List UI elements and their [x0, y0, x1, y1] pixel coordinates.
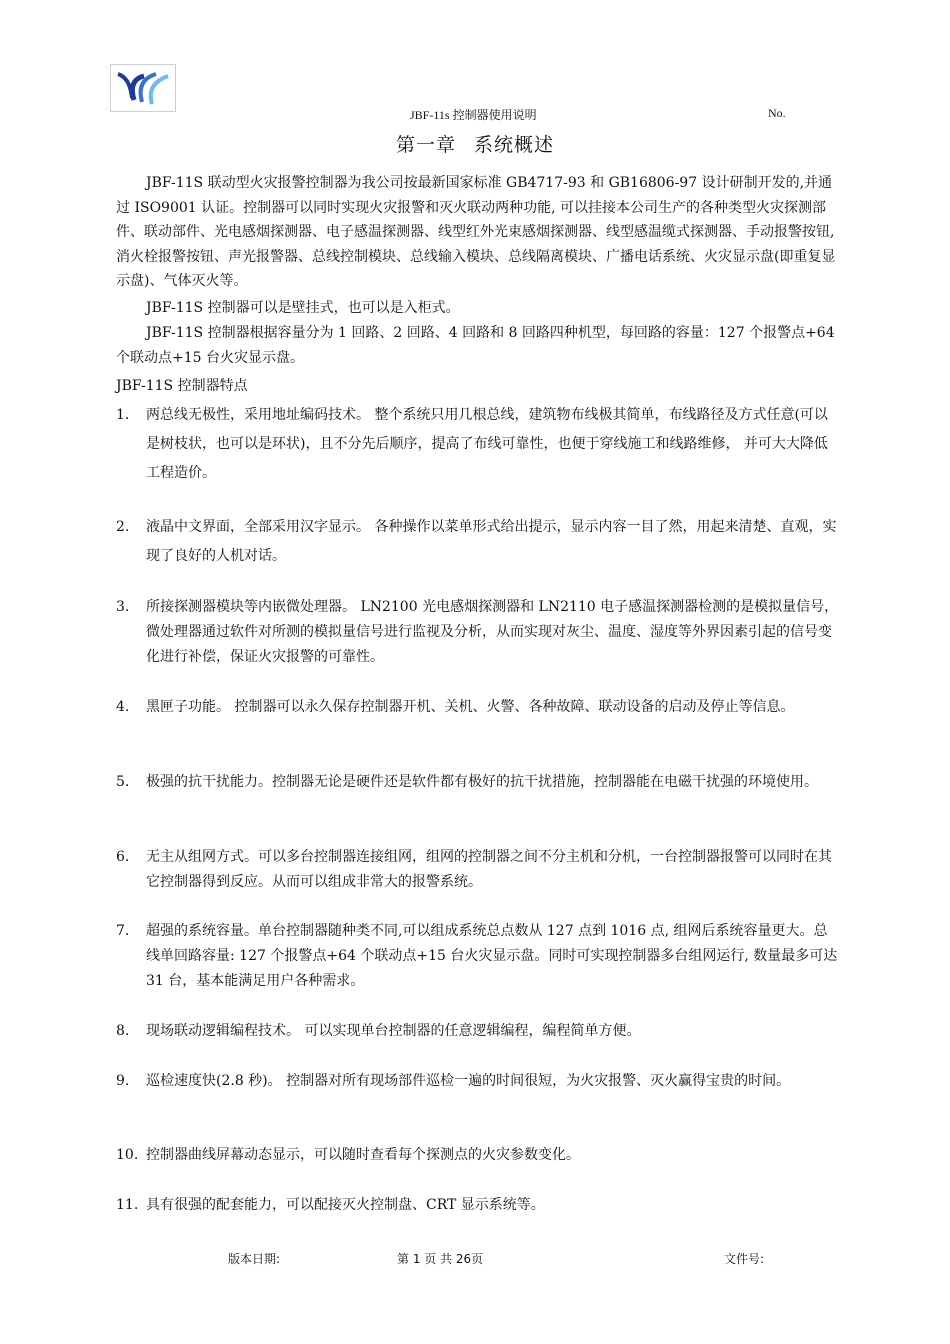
list-item — [116, 595, 841, 670]
list-item — [116, 770, 841, 795]
list-item-text: 巡检速度快(2.8 秒)。 控制器对所有现场部件巡检一遍的时间很短，为火灾报警、灭火赢得宝贵的时间。 — [146, 1073, 791, 1089]
list-item-text: 极强的抗干扰能力。控制器无论是硬件还是软件都有极好的抗干扰措施，控制器能在电磁干扰强的环境使用。 — [146, 774, 818, 790]
footer-page-info: 第 1 页 共 26页 — [397, 1252, 484, 1266]
list-item-number: 6. — [116, 849, 130, 865]
list-item-number: 7. — [116, 923, 130, 939]
list-item — [116, 1019, 841, 1044]
list-item — [116, 695, 841, 720]
chapter-title: 系统概述 — [474, 134, 555, 156]
list-item-text: 所接探测器模块等内嵌微处理器。 LN2100 光电感烟探测器和 LN2110 电子感温探测器检测的是模拟量信号，微处理器通过软件对所测的模拟量信号进行监视及分析，从而实现对灰尘、温度、湿度等外界因素引起的信号变化进行补偿，保证火灾报警的可靠性。 — [146, 599, 839, 665]
chapter-heading — [0, 130, 950, 157]
list-item-number: 4. — [116, 699, 130, 715]
list-item-number: 1. — [116, 407, 130, 423]
features-heading: JBF-11S 控制器特点 — [116, 378, 248, 394]
chapter-number: 第一章 — [395, 134, 456, 156]
list-item-text: 控制器曲线屏幕动态显示，可以随时查看每个探测点的火灾参数变化。 — [146, 1147, 580, 1163]
list-item — [116, 1069, 841, 1094]
footer-version-date: 版本日期: — [228, 1252, 281, 1266]
list-item-number: 2. — [116, 519, 130, 535]
list-item — [116, 1193, 841, 1218]
list-item-number: 9. — [116, 1073, 130, 1089]
list-item — [116, 1143, 841, 1168]
list-item-text: 黑匣子功能。 控制器可以永久保存控制器开机、关机、火警、各种故障、联动设备的启动及停止等信息。 — [146, 699, 795, 715]
list-item — [116, 401, 841, 488]
list-item-number: 5. — [116, 774, 130, 790]
document-number-label: No. — [768, 106, 786, 120]
list-item-number: 3. — [116, 599, 130, 615]
list-item-text: 无主从组网方式。可以多台控制器连接组网，组网的控制器之间不分主机和分机，一台控制器报警可以同时在其它控制器得到反应。从而可以组成非常大的报警系统。 — [146, 849, 832, 890]
intro-paragraph: JBF-11S 联动型火灾报警控制器为我公司按最新国家标准 GB4717-93 和 GB16806-97 设计研制开发的,并通过 ISO9001 认证。控制器可以同时实现火灾报警和灭火联动两种功能, 可以挂接本公司生产的各种类型火灾探测部件、联动部件、光电感烟探测器、电子感温探测器、线型红外光束感烟探测器、线型感温缆式探测器、手动报警按钮, 消火栓报警按钮、声光报警器、总线控制模块、总线输入模块、总线隔离模块、广播电话系统、火灾显示盘(即重复显示盘)、气体灭火等。 — [116, 175, 836, 289]
document-title: JBF-11s 控制器使用说明 — [410, 108, 537, 122]
intro-paragraph: JBF-11S 控制器可以是壁挂式，也可以是入柜式。 — [146, 300, 460, 316]
list-item — [116, 845, 841, 895]
list-item-text: 液晶中文界面，全部采用汉字显示。 各种操作以菜单形式给出提示，显示内容一目了然，用起来清楚、直观，实现了良好的人机对话。 — [146, 519, 837, 564]
list-item-text: 两总线无极性，采用地址编码技术。 整个系统只用几根总线，建筑物布线极其简单，布线路径及方式任意(可以是树枝状，也可以是环状)，且不分先后顺序，提高了布线可靠性，也便于穿线施工和线路维修， 并可大大降低工程造价。 — [146, 407, 828, 481]
company-logo-icon — [110, 64, 176, 112]
list-item-text: 现场联动逻辑编程技术。 可以实现单台控制器的任意逻辑编程，编程简单方便。 — [146, 1023, 641, 1039]
list-item-text: 具有很强的配套能力，可以配接灭火控制盘、CRT 显示系统等。 — [146, 1197, 545, 1213]
list-item-number: 8. — [116, 1023, 130, 1039]
list-item — [116, 513, 841, 571]
footer-file-number: 文件号: — [724, 1252, 765, 1266]
list-item — [116, 919, 841, 994]
list-item-text: 超强的系统容量。单台控制器随种类不同,可以组成系统总点数从 127 点到 1016 点, 组网后系统容量更大。总线单回路容量: 127 个报警点+64 个联动点+15 台火灾显示盘。同时可实现控制器多台组网运行, 数量最多可达 31 台，基本能满足用户各种需求。 — [146, 923, 838, 989]
intro-paragraph: JBF-11S 控制器根据容量分为 1 回路、2 回路、4 回路和 8 回路四种机型，每回路的容量：127 个报警点+64 个联动点+15 台火灾显示盘。 — [116, 325, 835, 366]
list-item-number: 10. — [116, 1147, 139, 1163]
list-item-number: 11. — [116, 1197, 139, 1213]
